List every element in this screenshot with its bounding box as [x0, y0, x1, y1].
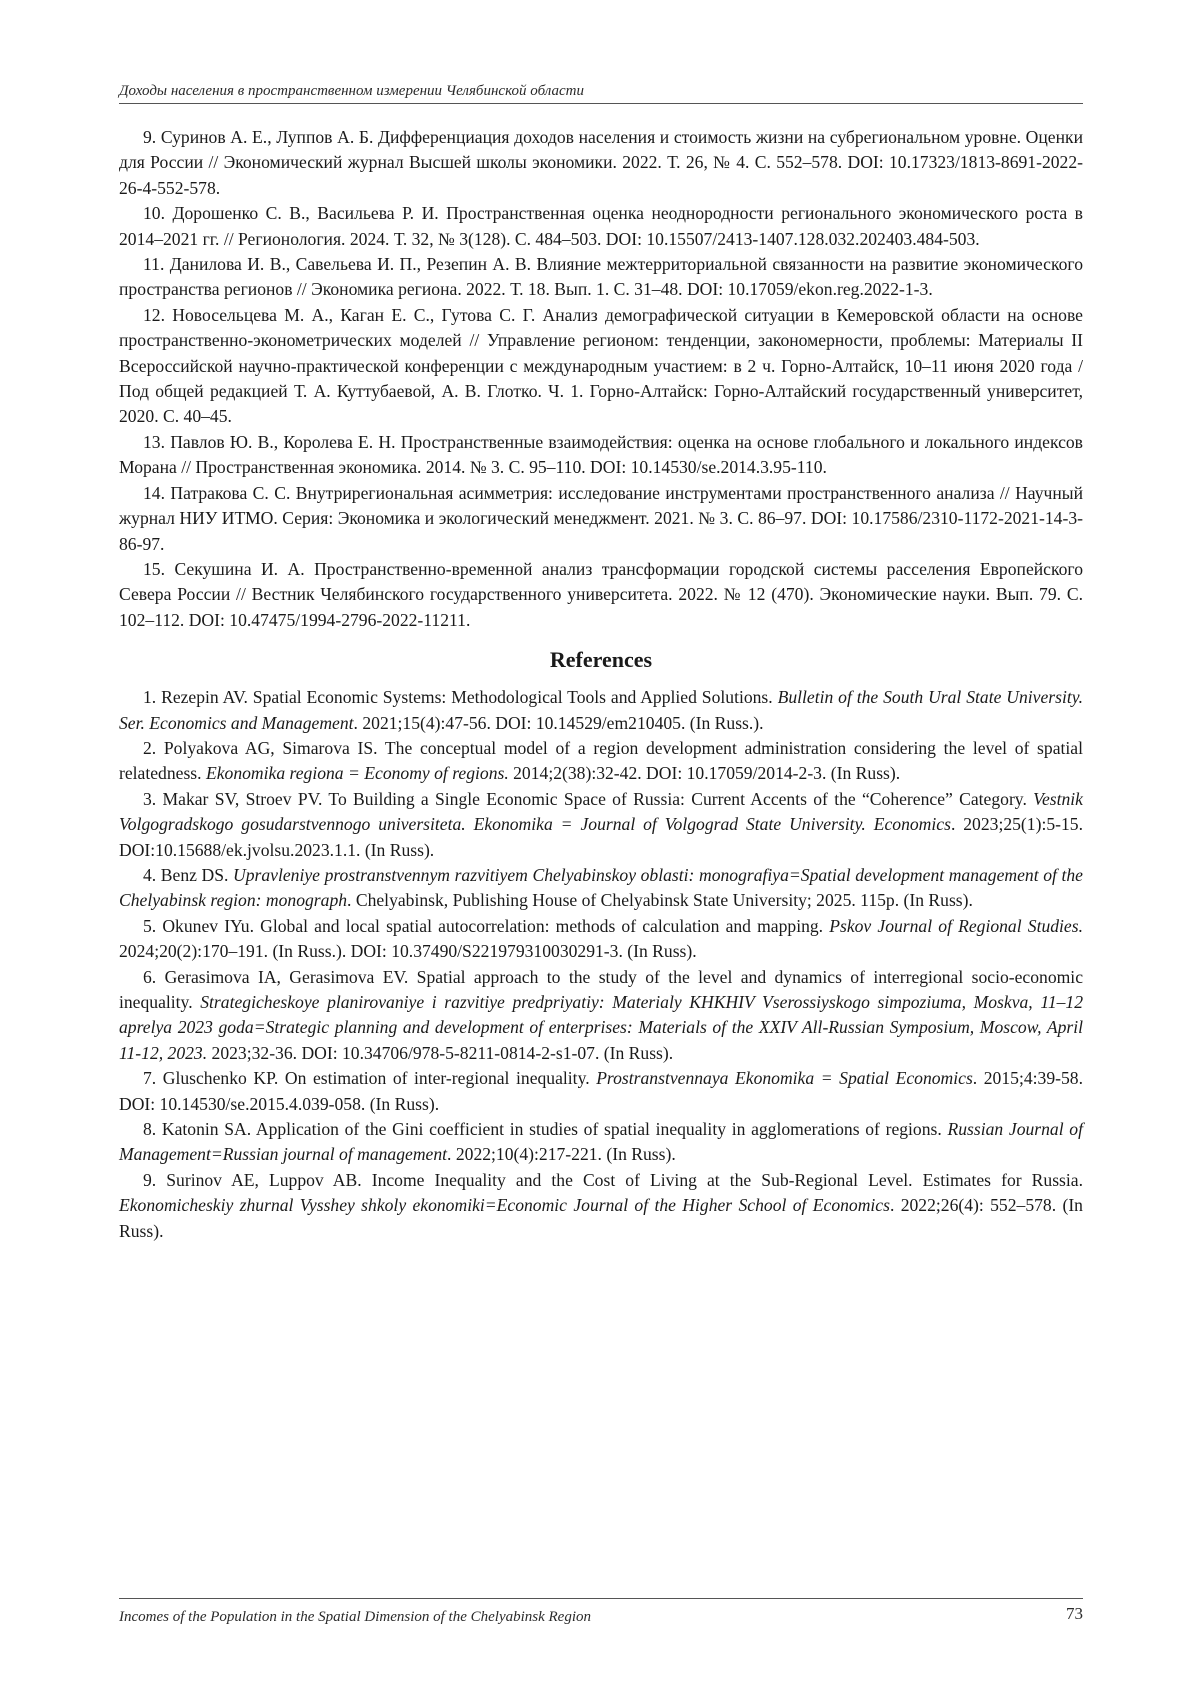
reference-source-title: Upravleniye prostranstvennym razvitiyem Chelyabinskoy oblasti: monografiya=Spatial development management of the Chelyabinsk region: monograph — [119, 864, 1083, 911]
reference-text: 13. Павлов Ю. В., Королева Е. Н. Пространственные взаимодействия: оценка на основе глобального и локального индексов Морана // Пространственная экономика. 2014. № 3. С. 95–110. DOI: 10.14530/se.2014.3.95-110. — [119, 431, 1083, 478]
page-body — [119, 125, 1083, 1244]
reference-text: . 2022;10(4):217-221. (In Russ). — [447, 1144, 676, 1165]
russian-reference-item — [119, 125, 1083, 201]
reference-text: . 2022;26(4): 552–578. (In Russ). — [119, 1195, 1083, 1241]
header-divider — [119, 103, 1083, 104]
reference-text: 7. Gluschenko KP. On estimation of inter-regional inequality. — [143, 1068, 597, 1089]
reference-text: 2023;32-36. DOI: 10.34706/978-5-8211-0814-2-s1-07. (In Russ). — [207, 1042, 674, 1063]
english-reference-item — [119, 1117, 1083, 1168]
reference-text: 9. Surinov AE, Luppov AB. Income Inequality and the Cost of Living at the Sub-Regional Level. Estimates for Russia. — [143, 1169, 1083, 1190]
reference-source-title: Pskov Journal of Regional Studies. — [829, 915, 1083, 936]
reference-text: 2014;2(38):32-42. DOI: 10.17059/2014-2-3. (In Russ). — [508, 763, 901, 784]
reference-text: . 2023;25(1):5-15. DOI:10.15688/ek.jvolsu.2023.1.1. (In Russ). — [119, 814, 1083, 860]
reference-source-title: Strategicheskoye planirovaniye i razvitiye predpriyatiy: Materialy KHKHIV Vserossiyskogo simpoziuma, Moskva, 11–12 aprelya 2023 goda=Strategic planning and development of enterprises: Materials of the XXIV All-Russian Symposium, Moscow, April 11-12, 2023. — [119, 992, 1084, 1063]
reference-text: 3. Makar SV, Stroev PV. To Building a Single Economic Space of Russia: Current Accents of the “Coherence” Category. — [143, 788, 1034, 809]
reference-text: 9. Суринов А. Е., Луппов А. Б. Дифференциация доходов населения и стоимость жизни на субрегиональном уровне. Оценки для России // Экономический журнал Высшей школы экономики. 2022. Т. 26, № 4. С. 552–578. DOI: 10.17323/1813-8691-2022-26-4-552-578. — [119, 127, 1083, 198]
reference-text: 6. Gerasimova IA, Gerasimova EV. Spatial approach to the study of the level and dynamics of interregional socio-economic inequality. — [119, 966, 1083, 1012]
english-reference-item — [119, 863, 1083, 914]
reference-text: 2024;20(2):170–191. (In Russ.). DOI: 10.37490/S221979310030291-3. (In Russ). — [119, 941, 697, 962]
reference-source-title: Ekonomicheskiy zhurnal Vysshey shkoly ekonomiki=Economic Journal of the Higher School of Economics — [119, 1195, 890, 1216]
russian-reference-item — [119, 252, 1083, 303]
footer-divider — [119, 1598, 1083, 1599]
reference-source-title: Ekonomika regiona = Economy of regions. — [205, 763, 509, 784]
russian-reference-item — [119, 430, 1083, 481]
reference-text: . 2021;15(4):47-56. DOI: 10.14529/em210405. (In Russ.). — [353, 712, 764, 733]
reference-text: 8. Katonin SA. Application of the Gini coefficient in studies of spatial inequality in agglomerations of regions. — [143, 1119, 948, 1140]
reference-text: 15. Секушина И. А. Пространственно-временной анализ трансформации городской системы расселения Европейского Севера России // Вестник Челябинского государственного университета. 2022. № 12 (470). Экономические науки. Вып. 79. С. 102–112. DOI: 10.47475/1994-2796-2022-11211. — [119, 558, 1083, 630]
reference-text: 10. Дорошенко С. В., Васильева Р. И. Пространственная оценка неоднородности регионального экономического роста в 2014–2021 гг. // Регионология. 2024. Т. 32, № 3(128). С. 484–503. DOI: 10.15507/2413-1407.128.032.202403.484-503. — [119, 203, 1083, 249]
russian-reference-item — [119, 201, 1083, 252]
english-reference-item — [119, 787, 1083, 863]
reference-text: 14. Патракова С. С. Внутрирегиональная асимметрия: исследование инструментами пространственного анализа // Научный журнал НИУ ИТМО. Серия: Экономика и экологический менеджмент. 2021. № 3. С. 86–97. DOI: 10.17586/2310-1172-2021-14-3-86-97. — [119, 482, 1083, 554]
english-reference-item — [119, 736, 1083, 787]
russian-reference-item — [119, 557, 1083, 633]
reference-text: 1. Rezepin AV. Spatial Economic Systems: Methodological Tools and Applied Solutions. — [143, 687, 778, 708]
english-reference-item — [119, 1066, 1083, 1117]
reference-text: 4. Benz DS. — [143, 864, 234, 885]
reference-text: . Chelyabinsk, Publishing House of Chelyabinsk State University; 2025. 115p. (In Russ). — [347, 890, 973, 911]
running-header: Доходы населения в пространственном измерении Челябинской области — [119, 83, 584, 99]
reference-text: 12. Новосельцева М. А., Каган Е. С., Гутова С. Г. Анализ демографической ситуации в Кемеровской области на основе пространственно-эконометрических моделей // Управление регионом: тенденции, закономерности, проблемы: Материалы II Всероссийской научно-практической конференции с международным участием: в 2 ч. Горно-Алтайск, 10–11 июня 2020 года / Под общей редакцией Т. А. Куттубаевой, А. В. Глотко. Ч. 1. Горно-Алтайск: Горно-Алтайский государственный университет, 2020. С. 40–45. — [119, 304, 1083, 427]
english-reference-item — [119, 685, 1083, 736]
reference-text: 2. Polyakova AG, Simarova IS. The conceptual model of a region development administration considering the level of spatial relatedness. — [119, 737, 1083, 784]
russian-reference-list — [119, 125, 1083, 633]
reference-source-title: Bulletin of the South Ural State University. Ser. Economics and Management — [119, 687, 1083, 733]
russian-reference-item — [119, 481, 1083, 557]
reference-text: . 2015;4:39-58. DOI: 10.14530/se.2015.4.039-058. (In Russ). — [119, 1068, 1083, 1114]
english-reference-item — [119, 965, 1083, 1067]
russian-reference-item — [119, 303, 1083, 430]
page-number: 73 — [1066, 1604, 1083, 1623]
running-footer: Incomes of the Population in the Spatial Dimension of the Chelyabinsk Region — [119, 1609, 592, 1625]
english-reference-item — [119, 914, 1083, 965]
english-reference-item — [119, 1168, 1083, 1244]
english-reference-list — [119, 685, 1083, 1244]
reference-text: 11. Данилова И. В., Савельева И. П., Резепин А. В. Влияние межтерриториальной связанности на развитие экономического пространства регионов // Экономика региона. 2022. Т. 18. Вып. 1. С. 31–48. DOI: 10.17059/ekon.reg.2022-1-3. — [119, 254, 1083, 300]
reference-source-title: Prostranstvennaya Ekonomika = Spatial Economics — [596, 1068, 973, 1089]
reference-source-title: Russian Journal of Management=Russian journal of management — [119, 1119, 1083, 1165]
reference-source-title: Vestnik Volgogradskogo gosudarstvennogo universiteta. Ekonomika = Journal of Volgograd State University. Economics — [119, 788, 1083, 835]
reference-text: 5. Okunev IYu. Global and local spatial autocorrelation: methods of calculation and mapping. — [143, 915, 830, 936]
references-heading: References — [549, 647, 653, 673]
